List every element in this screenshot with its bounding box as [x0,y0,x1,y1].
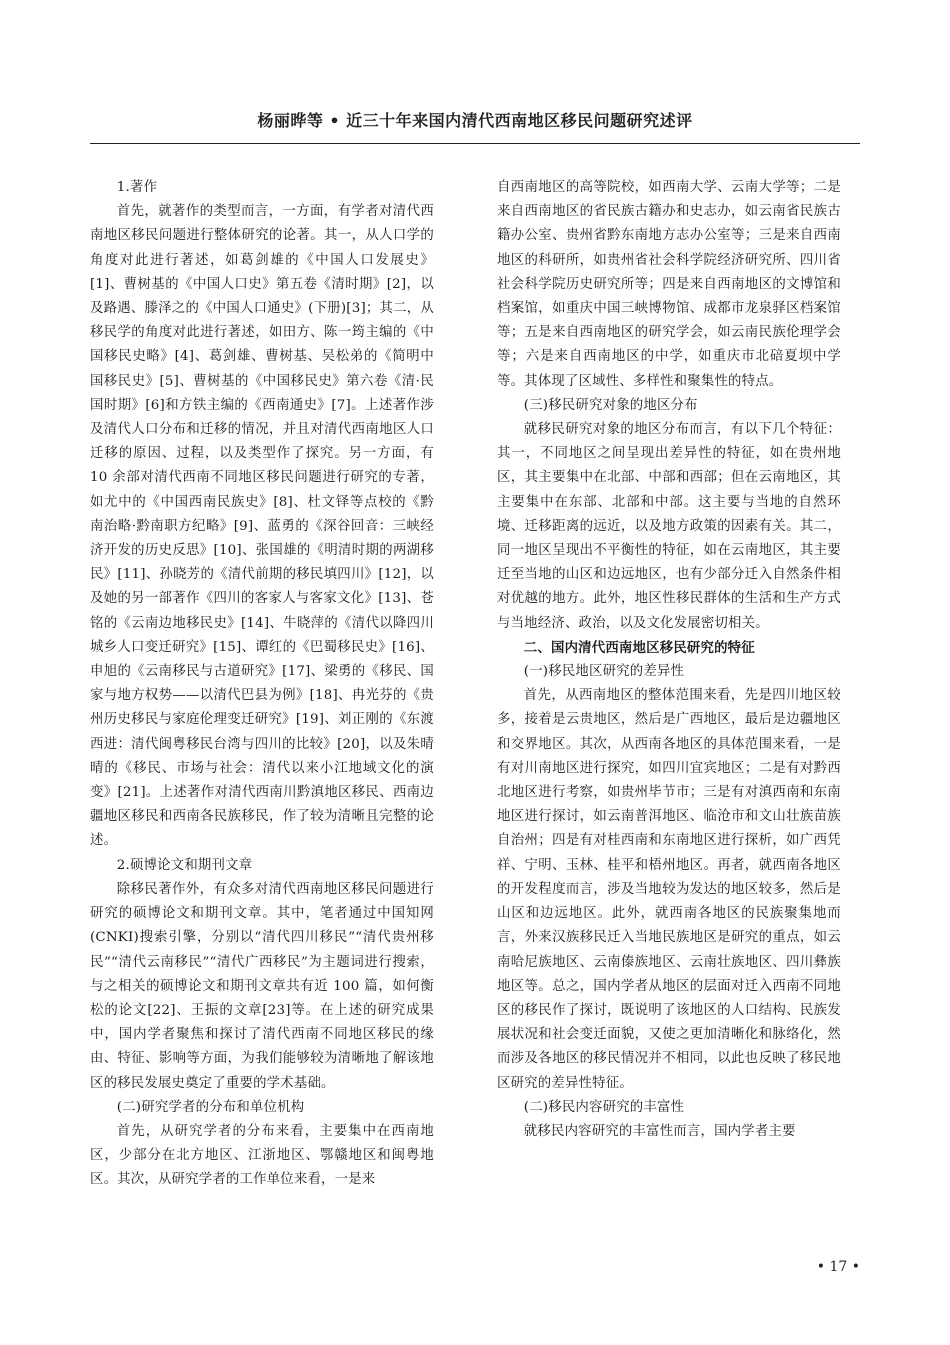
subsection-heading: (一)移民地区研究的差异性 [523,664,685,680]
paragraph: 就移民内容研究的丰富性而言，国内学者主要 [523,1123,796,1139]
section-heading: 二、国内清代西南地区移民研究的特征 [523,639,755,656]
paragraph: 就移民研究对象的地区分布而言，有以下几个特征：其一，不同地区之间呈现出差异性的特征，如在贵州地区，其主要集中在北部、中部和西部；但在云南地区，其主要集中在东部、北部和中部。这主要与当地的自然环境、迁移距离的远近，以及地方政策的因素有关。其二，同一地区呈现出不平衡性的特征，如在云南地区，其主要迁至当地的山区和边远地区，也有少部分迁入自然条件相对优越的地方。此外，地区性移民群体的生活和生产方式与当地经济、政治，以及文化发展密切相关。 [497,422,841,631]
paragraph: 首先，从研究学者的分布来看，主要集中在西南地区，少部分在北方地区、江浙地区、鄂赣地区和闽粤地区。其次，从研究学者的工作单位来看，一是来 [90,1123,434,1188]
running-header: 杨丽晔等 • 近三十年来国内清代西南地区移民问题研究述评 [257,111,693,130]
left-column [90,176,434,1193]
subsection-heading: (二)移民内容研究的丰富性 [523,1099,685,1115]
subsection-heading: (二)研究学者的分布和单位机构 [116,1099,305,1115]
paragraph: 除移民著作外，有众多对清代西南地区移民问题进行研究的硕博论文和期刊文章。其中，笔者通过中国知网(CNKI)搜索引擎，分别以“清代四川移民”“清代贵州移民”“清代云南移民”“清代广西移民”为主题词进行搜索，与之相关的硕博论文和期刊文章共有近 100 篇，如何衡松的论文[22]、王振的文章[23]等。在上述的研究成果中，国内学者聚焦和探讨了清代西南不同地区移民的缘由、特征、影响等方面，为我们能够较为清晰地了解该地区的移民发展史奠定了重要的学术基础。 [90,881,434,1091]
paragraph-continued: 自西南地区的高等院校，如西南大学、云南大学等；二是来自西南地区的省民族古籍办和史志办，如云南省民族古籍办公室、贵州省黔东南地方志办公室等；三是来自西南地区的科研所，如贵州省社会科学院经济研究所、四川省社会科学院历史研究所等；四是来自西南地区的文博馆和档案馆，如重庆中国三峡博物馆、成都市龙泉驿区档案馆等；五是来自西南地区的研究学会，如云南民族伦理学会等；六是来自西南地区的中学，如重庆市北碚夏坝中学等。其体现了区域性、多样性和聚集性的特点。 [497,180,841,389]
right-column [497,176,841,1144]
subsection-heading: 2.硕博论文和期刊文章 [116,857,253,873]
paragraph: 首先，从西南地区的整体范围来看，先是四川地区较多，接着是云贵地区，然后是广西地区，最后是边疆地区和交界地区。其次，从西南各地区的具体范围来看，一是有对川南地区进行探究，如四川宜宾地区；二是有对黔西北地区进行考察，如贵州毕节市；三是有对滇西南和东南地区进行探讨，如云南普洱地区、临沧市和文山壮族苗族自治州；四是有对桂西南和东南地区进行探析，如广西凭祥、宁明、玉林、桂平和梧州地区。再者，就西南各地区的开发程度而言，涉及当地较为发达的地区较多，然后是山区和边远地区。此外，就西南各地区的民族聚集地而言，外来汉族移民迁入当地民族地区是研究的重点，如云南哈尼族地区、云南傣族地区、云南壮族地区、四川彝族地区等。总之，国内学者从地区的层面对迁入西南不同地区的移民作了探讨，既说明了该地区的人口结构、民族发展状况和社会变迁面貌，又使之更加清晰化和脉络化，然而涉及各地区的移民情况并不相同，以此也反映了移民地区研究的差异性特征。 [497,688,841,1091]
header-divider [90,143,860,144]
subsection-heading: 1.著作 [116,180,158,195]
page-number: • 17 • [816,1259,860,1275]
subsection-heading: (三)移民研究对象的地区分布 [523,397,698,413]
paragraph: 首先，就著作的类型而言，一方面，有学者对清代西南地区移民问题进行整体研究的论著。其一，从人口学的角度对此进行著述，如葛剑雄的《中国人口发展史》[1]、曹树基的《中国人口史》第五卷《清时期》[2]，以及路遇、滕泽之的《中国人口通史》(下册)[3]；其二，从移民学的角度对此进行著述，如田方、陈一筠主编的《中国移民史略》[4]、葛剑雄、曹树基、吴松弟的《简明中国移民史》[5]、曹树基的《中国移民史》第六卷《清·民国时期》[6]和方铁主编的《西南通史》[7]。上述著作涉及清代人口分布和迁移的情况，并且对清代西南地区人口迁移的原因、过程，以及类型作了探究。另一方面，有 10 余部对清代西南不同地区移民问题进行研究的专著，如尤中的《中国西南民族史》[8]、杜文铎等点校的《黔南治略·黔南职方纪略》[9]、蓝勇的《深谷回音：三峡经济开发的历史反思》[10]、张国雄的《明清时期的两湖移民》[11]、孙晓芳的《清代前期的移民填四川》[12]，以及她的另一部著作《四川的客家人与客家文化》[13]、苍铭的《云南边地移民史》[14]、牛晓萍的《清代以降四川城乡人口变迁研究》[15]、谭红的《巴蜀移民史》[16]、申旭的《云南移民与古道研究》[17]、梁勇的《移民、国家与地方权势——以清代巴县为例》[18]、冉光芬的《贵州历史移民与家庭伦理变迁研究》[19]、刘正刚的《东渡西进：清代闽粤移民台湾与四川的比较》[20]，以及朱晴晴的《移民、市场与社会：清代以来小江地域文化的演变》[21]。上述著作对清代西南川黔滇地区移民、西南边疆地区移民和西南各民族移民，作了较为清晰且完整的论述。 [90,204,434,849]
